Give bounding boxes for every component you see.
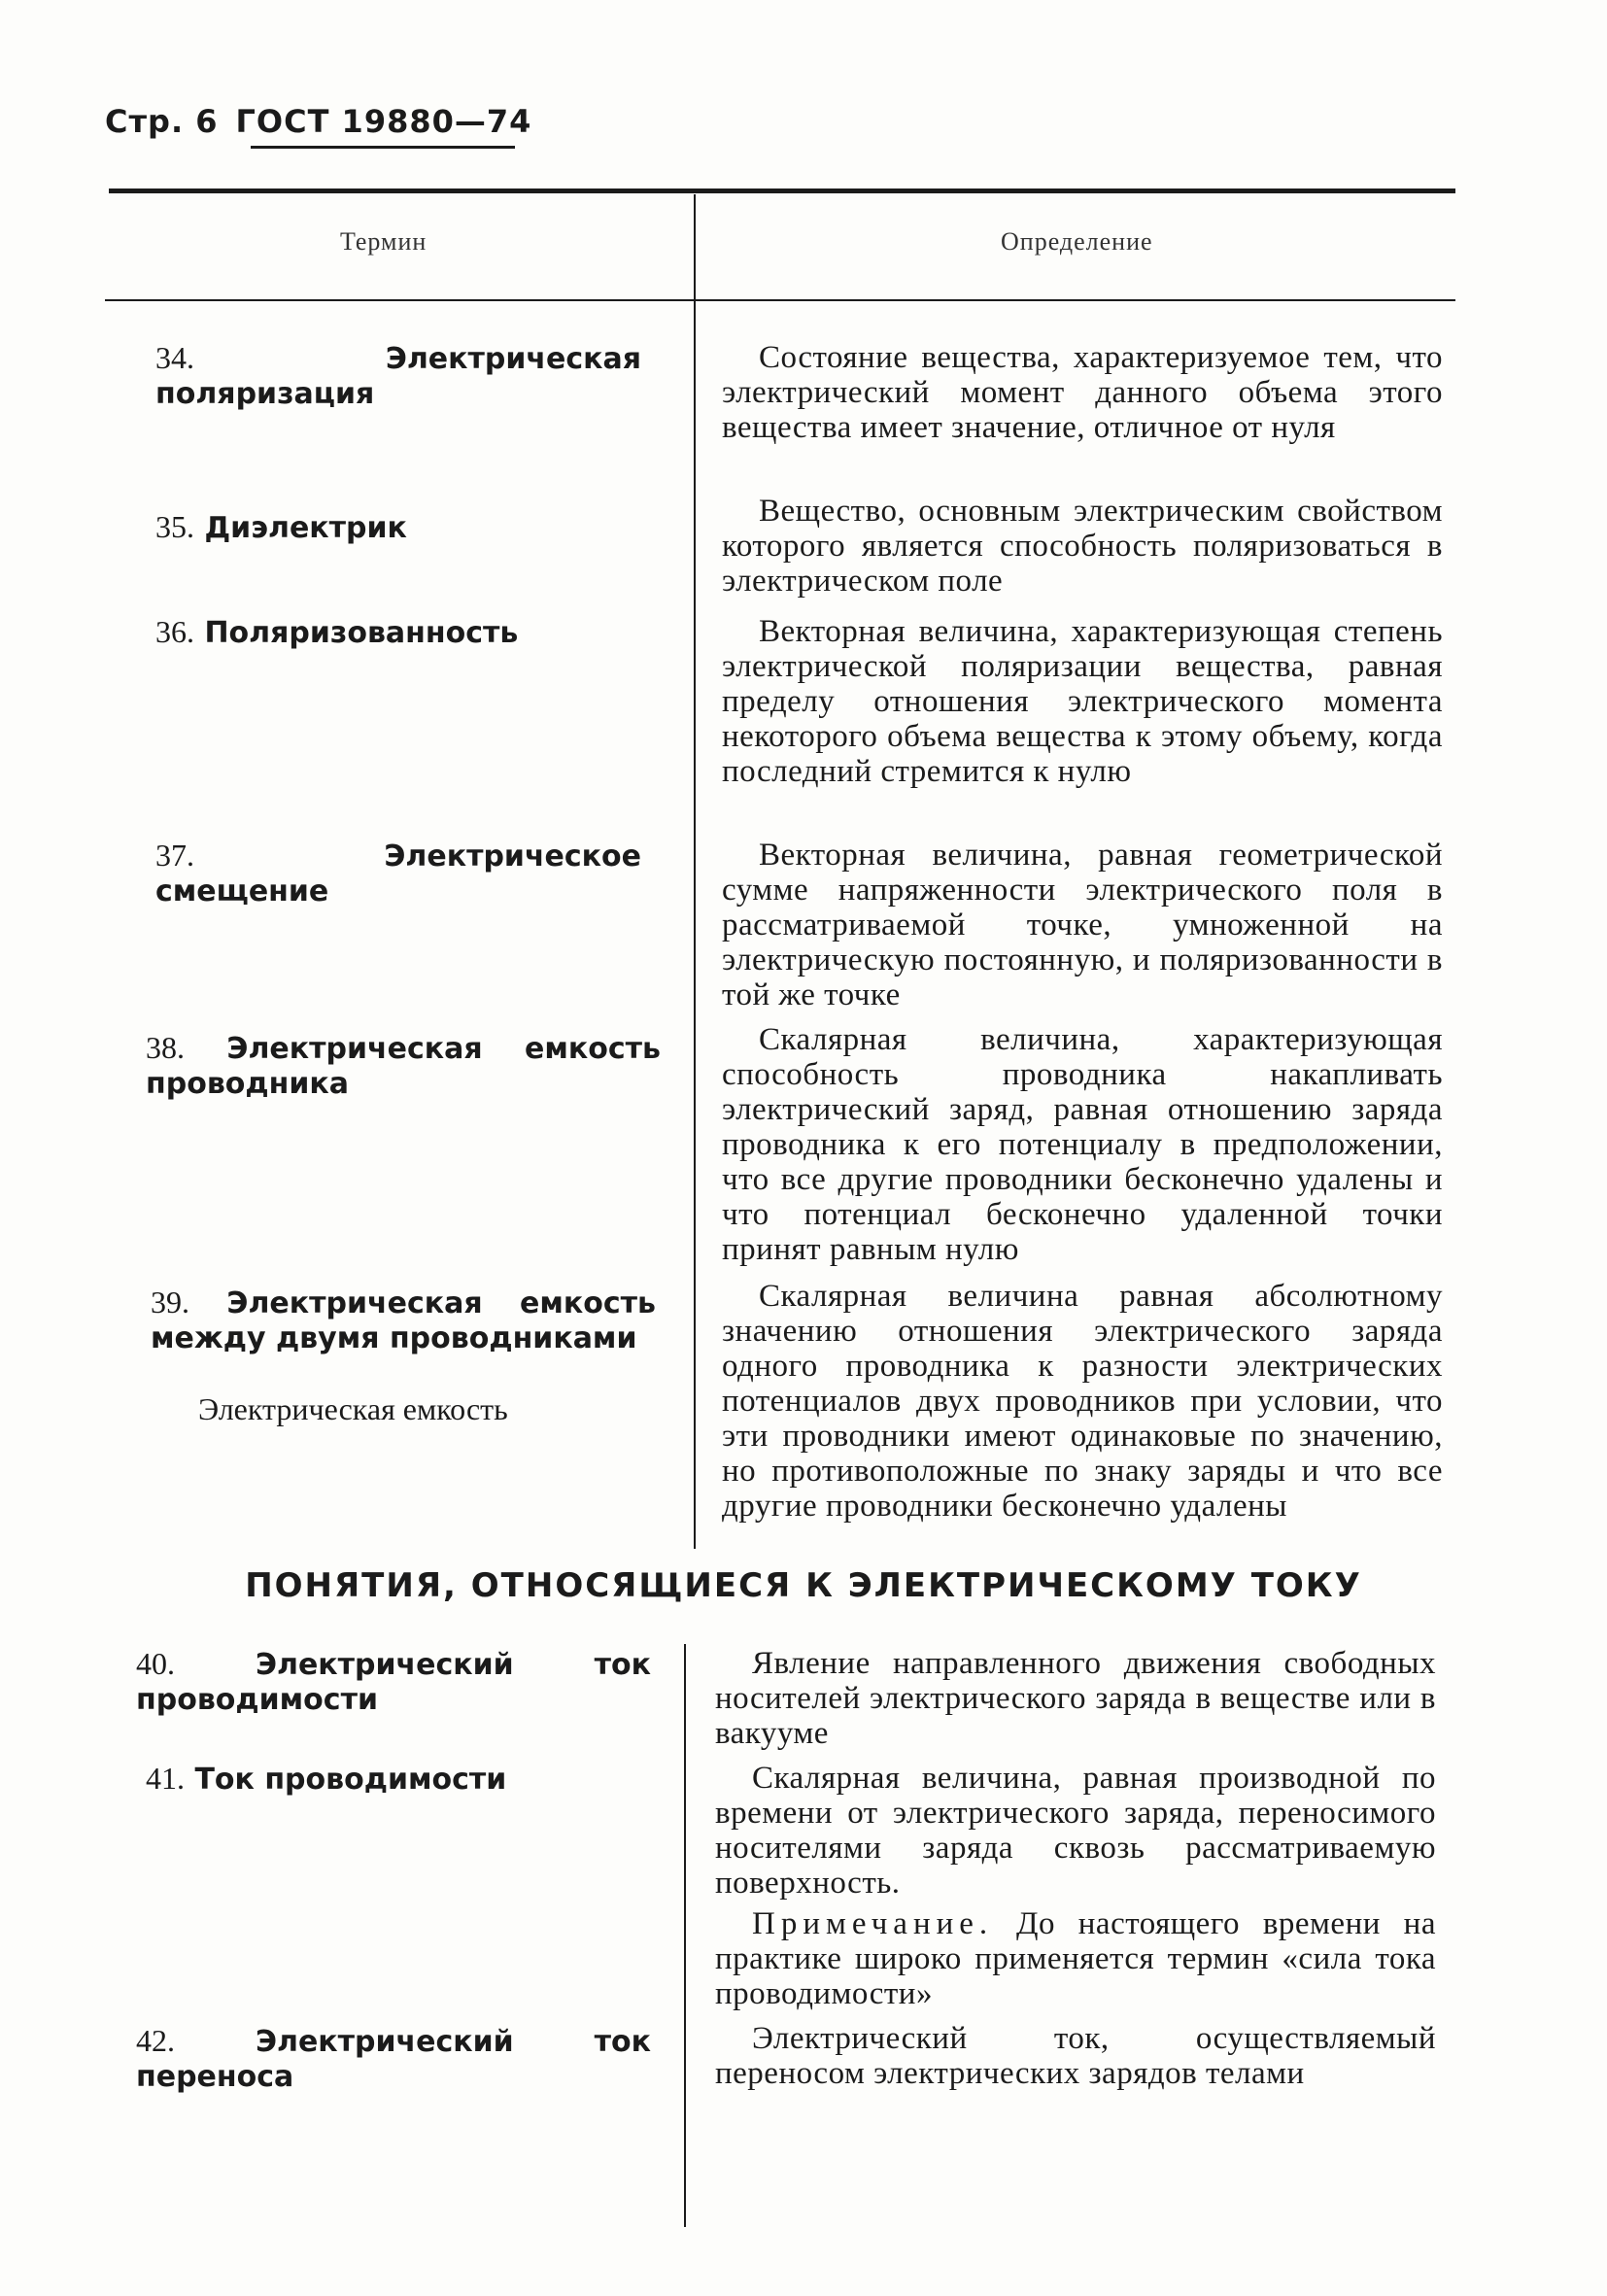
page-header — [105, 103, 531, 140]
column-header-definition: Определение — [1001, 227, 1153, 256]
term-38: 38. Электрическая емкость проводника — [146, 1030, 661, 1101]
note-text: До настоящего времени на практике широко применяется термин «сила тока проводимости» — [715, 1906, 1436, 2011]
term-40: 40. Электрический ток проводимости — [136, 1646, 651, 1717]
term-36: 36. Поляризованность — [155, 614, 519, 650]
term-37: 37. Электрическое смещение — [155, 838, 641, 908]
definition-41: Скалярная величина, равная производной по времени от электрического заряда, переносимого носителями заряда сквозь рассматриваемую поверхность. — [715, 1761, 1436, 1901]
table-top-rule — [109, 188, 1455, 193]
definition-40: Явление направленного движения свободных носителей электрического заряда в веществе или в вакууме — [715, 1646, 1436, 1751]
column-divider-1 — [694, 194, 696, 1549]
term-39-synonym: Электрическая емкость — [198, 1391, 508, 1426]
column-divider-2 — [684, 1644, 686, 2227]
definition-35: Вещество, основным электрическим свойством которого является способность поляризоваться в электрическом поле — [722, 494, 1443, 599]
definition-42: Электрический ток, осуществляемый переносом электрических зарядов телами — [715, 2021, 1436, 2091]
standard-code: ГОСТ 19880—74 — [235, 103, 532, 140]
term-42: 42. Электрический ток переноса — [136, 2023, 651, 2094]
column-header-term: Термин — [340, 227, 427, 256]
table-head-rule — [105, 299, 1455, 301]
header-underline — [251, 146, 515, 149]
definition-38: Скалярная величина, характеризующая способность проводника накапливать электрический заряд, равная отношению заряда проводника к его потенциалу в предположении, что все другие проводники бесконечно удалены и что потенциал бесконечно удаленной точки принят равным нулю — [722, 1022, 1443, 1267]
note-41 — [715, 1906, 1436, 2011]
note-label: Примечание. — [752, 1906, 994, 1941]
definition-36: Векторная величина, характеризующая степень электрической поляризации вещества, равная пределу отношения электрического момента некоторого объема вещества к этому объему, когда последний стремится к нулю — [722, 614, 1443, 789]
term-39: 39. Электрическая емкость между двумя проводниками — [151, 1285, 656, 1355]
term-35: 35. Диэлектрик — [155, 509, 407, 545]
term-34: 34. Электрическая поляризация — [155, 340, 641, 411]
definition-39: Скалярная величина равная абсолютному значению отношения электрического заряда одного проводника к разности электрических потенциалов двух проводников при условии, что эти проводники имеют одинаковые по значению, но противоположные по знаку заряды и что все другие проводники бесконечно удалены — [722, 1279, 1443, 1524]
term-41: 41. Ток проводимости — [146, 1761, 507, 1797]
definition-34: Состояние вещества, характеризуемое тем, что электрический момент данного объема этого вещества имеет значение, отличное от нуля — [722, 340, 1443, 445]
definition-37: Векторная величина, равная геометрической сумме напряженности электрического поля в рассматриваемой точке, умноженной на электрическую постоянную, и поляризованности в той же точке — [722, 838, 1443, 1012]
page-number: Стр. 6 — [105, 103, 219, 140]
section-title: ПОНЯТИЯ, ОТНОСЯЩИЕСЯ К ЭЛЕКТРИЧЕСКОМУ ТОКУ — [245, 1566, 1362, 1605]
